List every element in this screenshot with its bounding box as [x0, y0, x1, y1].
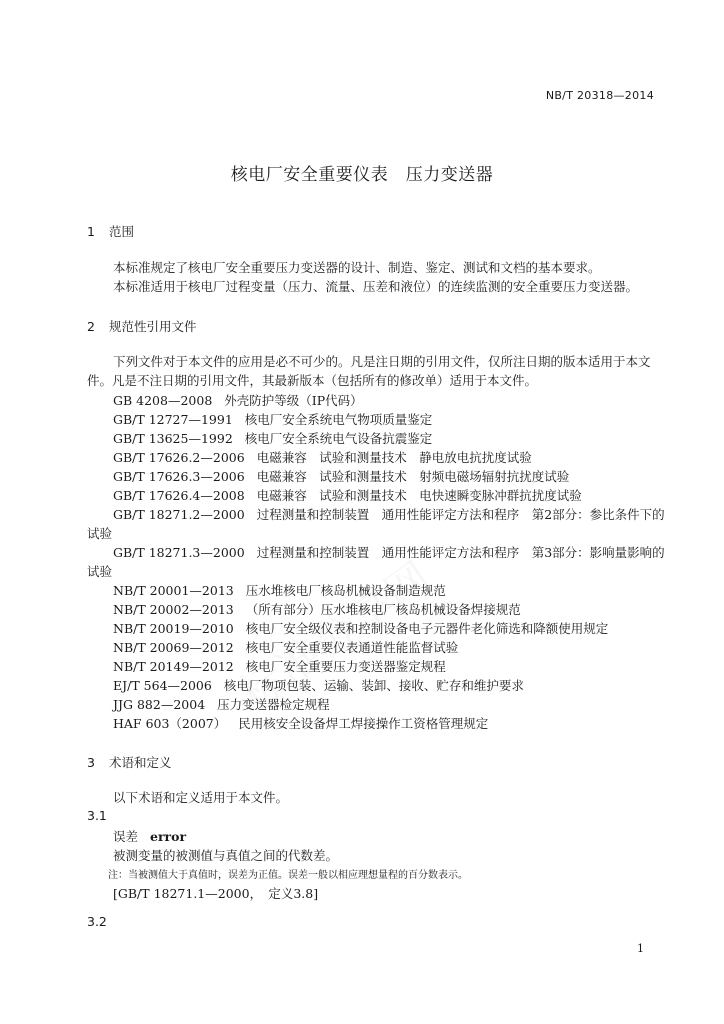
reference-item: [113, 410, 432, 428]
reference-code: JJG 882—2004: [113, 697, 206, 712]
section-heading: [87, 222, 134, 240]
reference-title: 核电厂物项包装、运输、装卸、接收、贮存和维护要求: [223, 678, 524, 693]
standard-code: NB/T 20318—2014: [545, 89, 654, 102]
section-number: 1: [87, 224, 95, 239]
reference-item: [113, 638, 458, 656]
reference-item: [113, 619, 608, 637]
reference-title: 核电厂安全重要压力变送器鉴定规程: [245, 659, 446, 674]
page-number: 1: [637, 942, 644, 955]
reference-code: NB/T 20002—2013: [113, 602, 234, 617]
reference-code: GB/T 12727—1991: [113, 412, 233, 427]
reference-code: NB/T 20149—2012: [113, 659, 234, 674]
reference-title: 核电厂安全系统电气设备抗震鉴定: [244, 431, 433, 446]
reference-code: NB/T 20001—2013: [113, 583, 234, 598]
reference-title: （所有部分）压水堆核电厂核岛机械设备焊接规范: [245, 602, 521, 617]
reference-code: GB/T 17626.2—2006: [113, 450, 245, 465]
reference-item: [113, 581, 446, 599]
reference-code: GB/T 17626.3—2006: [113, 469, 245, 484]
reference-title: 过程测量和控制装置 通用性能评定方法和程序 第3部分：影响量影响的: [256, 545, 665, 560]
reference-code: GB/T 17626.4—2008: [113, 488, 245, 503]
reference-item: [113, 429, 432, 447]
reference-code: GB/T 18271.3—2000: [113, 545, 245, 560]
reference-title: 核电厂安全系统电气物项质量鉴定: [244, 412, 433, 427]
term-heading: [113, 827, 186, 845]
reference-title: 民用核安全设备焊工焊接操作工资格管理规定: [238, 716, 489, 731]
term-source: [GB/T 18271.1—2000， 定义3.8]: [113, 886, 319, 901]
reference-title: 核电厂安全重要仪表通道性能监督试验: [245, 640, 459, 655]
paragraph: 以下术语和定义适用于本文件。: [113, 790, 289, 805]
reference-title: 核电厂安全级仪表和控制设备电子元器件老化筛选和降额使用规定: [245, 621, 609, 636]
reference-code: GB/T 13625—1992: [113, 431, 233, 446]
paragraph: 本标准适用于核电厂过程变量（压力、流量、压差和液位）的连续监测的安全重要压力变送器。: [113, 279, 639, 294]
section-heading: [87, 317, 197, 335]
paragraph: 本标准规定了核电厂安全重要压力变送器的设计、制造、鉴定、测试和文档的基本要求。: [113, 260, 601, 275]
reference-title: 电磁兼容 试验和测量技术 射频电磁场辐射抗扰度试验: [256, 469, 570, 484]
section-number: 2: [87, 319, 95, 334]
reference-item: [113, 505, 665, 523]
reference-item: [113, 486, 582, 504]
reference-code: GB 4208—2008: [113, 393, 213, 408]
reference-title: 过程测量和控制装置 通用性能评定方法和程序 第2部分：参比条件下的: [256, 507, 665, 522]
reference-code: HAF 603（2007）: [113, 716, 227, 731]
reference-code: NB/T 20019—2010: [113, 621, 234, 636]
paragraph: 件。凡是不注日期的引用文件，其最新版本（包括所有的修改单）适用于本文件。: [87, 373, 538, 388]
reference-title: 电磁兼容 试验和测量技术 电快速瞬变脉冲群抗扰度试验: [256, 488, 582, 503]
term-definition: 被测变量的被测值与真值之间的代数差。: [113, 848, 339, 863]
paragraph: 下列文件对于本文件的应用是必不可少的。凡是注日期的引用文件，仅所注日期的版本适用于本文: [113, 354, 651, 369]
section-heading: [87, 753, 172, 771]
document-title: 核电厂安全重要仪表 压力变送器: [230, 165, 494, 185]
reference-title: 压水堆核电厂核岛机械设备制造规范: [245, 583, 446, 598]
reference-item: [113, 714, 488, 732]
reference-title: 电磁兼容 试验和测量技术 静电放电抗扰度试验: [256, 450, 532, 465]
term-number: 3.1: [87, 808, 107, 823]
section-number: 3: [87, 755, 95, 770]
section-title: 术语和定义: [109, 755, 172, 770]
section-title: 范围: [109, 224, 135, 239]
term-number: 3.2: [87, 914, 107, 929]
reference-item: [113, 448, 532, 466]
reference-item: [113, 695, 330, 713]
reference-item: [113, 391, 363, 409]
term-cn: 误差: [113, 829, 139, 844]
reference-title: 外壳防护等级（IP代码）: [224, 393, 363, 408]
reference-item: [113, 600, 521, 618]
reference-item: [113, 467, 569, 485]
reference-continuation: 试验: [87, 564, 113, 579]
reference-continuation: 试验: [87, 526, 113, 541]
term-en: error: [150, 829, 187, 844]
reference-code: GB/T 18271.2—2000: [113, 507, 245, 522]
section-title: 规范性引用文件: [109, 319, 197, 334]
reference-item: [113, 543, 665, 561]
term-note: 注：当被测值大于真值时，误差为正值。误差一般以相应理想量程的百分数表示。: [108, 870, 468, 881]
reference-code: NB/T 20069—2012: [113, 640, 234, 655]
reference-title: 压力变送器检定规程: [217, 697, 330, 712]
reference-item: [113, 657, 446, 675]
reference-code: EJ/T 564—2006: [113, 678, 212, 693]
reference-item: [113, 676, 524, 694]
